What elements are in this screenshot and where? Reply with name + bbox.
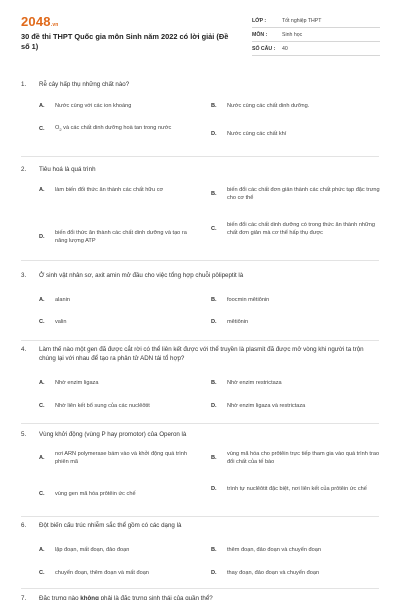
option-letter: A. <box>39 187 45 193</box>
option-a[interactable] <box>39 450 199 466</box>
question-number: 6. <box>21 522 27 529</box>
question-text: Ở sinh vật nhân sơ, axit amin mở đầu cho việc tổng hợp chuỗi pôlipeptit là <box>39 272 244 279</box>
option-d[interactable] <box>211 402 381 410</box>
option-text: vùng gen mã hóa prôtêin ức chế <box>55 491 136 497</box>
question-text: Vùng khởi động (vùng P hay promotor) của Operon là <box>39 431 187 438</box>
meta-info-table <box>252 14 380 56</box>
option-b[interactable] <box>211 296 381 304</box>
divider <box>21 516 379 517</box>
question-number: 2. <box>21 166 27 173</box>
question-number: 1. <box>21 81 27 88</box>
question-number: 5. <box>21 431 27 438</box>
option-text: vùng mã hóa cho prôtêin trực tiếp tham gia vào quá trình trao đổi chất của tế bào <box>227 451 380 465</box>
option-text: chuyển đoạn, thêm đoạn và mất đoạn <box>55 570 149 576</box>
meta-value: Sinh học <box>282 31 303 38</box>
divider <box>21 340 379 341</box>
option-text: valin <box>55 319 67 325</box>
option-letter: D. <box>211 570 217 576</box>
option-c[interactable] <box>39 124 204 134</box>
option-letter: B. <box>211 191 217 197</box>
option-c[interactable] <box>211 221 381 237</box>
question-7 <box>0 594 400 600</box>
option-b[interactable] <box>211 186 381 202</box>
option-letter: A. <box>39 380 45 386</box>
option-letter: A. <box>39 103 45 109</box>
option-c[interactable] <box>39 569 204 577</box>
option-letter: B. <box>211 547 217 553</box>
option-text: nơi ARN polymerase bám vào và khởi động quá trình phiên mã <box>55 451 188 465</box>
option-c[interactable] <box>39 318 189 326</box>
question-6 <box>0 521 400 591</box>
option-b[interactable] <box>211 379 381 387</box>
divider <box>21 588 379 589</box>
option-letter: D. <box>211 319 217 325</box>
meta-key: MÔN : <box>252 31 268 38</box>
option-text: Nhờ liên kết bổ sung của các nuclêôtit <box>55 403 150 409</box>
option-text: thay đoạn, đảo đoạn và chuyển đoạn <box>227 570 320 576</box>
option-text: lặp đoạn, mất đoạn, đảo đoạn <box>55 547 130 553</box>
option-text: thêm đoạn, đảo đoạn và chuyển đoạn <box>227 547 321 553</box>
meta-row-count <box>252 42 380 56</box>
question-number: 4. <box>21 346 27 353</box>
option-letter: D. <box>211 486 217 492</box>
option-a[interactable] <box>39 186 199 194</box>
question-3 <box>0 271 400 343</box>
option-letter: B. <box>211 297 217 303</box>
option-text: biến đổi các chất dinh dưỡng có trong thức ăn thành những chất đơn giản mà cơ thể hấp thụ được <box>227 222 376 236</box>
option-letter: C. <box>39 403 45 409</box>
option-text: foocmin mêtiônin <box>227 297 270 303</box>
option-letter: C. <box>39 570 45 576</box>
option-a[interactable] <box>39 296 189 304</box>
option-text: mêtiônin <box>227 319 249 325</box>
option-letter: B. <box>211 380 217 386</box>
question-2 <box>0 165 400 260</box>
option-a[interactable] <box>39 379 189 387</box>
option-d[interactable] <box>211 485 381 493</box>
option-text: trình tự nuclêôtit đặc biệt, nơi liên kết của prôtêin ức chế <box>227 486 367 492</box>
question-text: Rễ cây hấp thụ những chất nào? <box>39 81 130 88</box>
option-text: Nước cùng với các ion khoáng <box>55 103 132 109</box>
option-c[interactable] <box>39 402 204 410</box>
option-a[interactable] <box>39 102 189 110</box>
option-text: alanin <box>55 297 70 303</box>
option-text: biến đổi các chất đơn giản thành các chất phức tạp đặc trưng cho cơ thể <box>227 187 380 201</box>
divider <box>21 156 379 157</box>
question-5 <box>0 430 400 518</box>
document-title: 30 đề thi THPT Quốc gia môn Sinh năm 2022 có lời giải (Đề số 1) <box>21 32 229 51</box>
question-number: 7. <box>21 595 27 600</box>
divider <box>21 423 379 424</box>
option-b[interactable] <box>211 102 381 110</box>
option-letter: D. <box>39 234 45 240</box>
option-text: Nước cùng các chất dinh dưỡng. <box>227 103 310 109</box>
question-1 <box>0 80 400 158</box>
document-header <box>0 0 400 74</box>
question-text: Đột biến cấu trúc nhiễm sắc thể gồm có các dạng là <box>39 522 182 529</box>
option-letter: A. <box>39 547 45 553</box>
option-d[interactable] <box>39 229 199 245</box>
option-letter: A. <box>39 455 45 461</box>
option-text: Nhờ enzim restrictaza <box>227 380 282 386</box>
option-text: làm biến đổi thức ăn thành các chất hữu cơ <box>55 187 164 193</box>
meta-row-class <box>252 14 380 28</box>
option-text: Nhờ enzim ligaza <box>55 380 99 386</box>
option-letter: C. <box>39 126 45 133</box>
meta-value: Tốt nghiệp THPT <box>282 17 322 24</box>
option-d[interactable] <box>211 569 381 577</box>
option-b[interactable] <box>211 546 381 554</box>
option-letter: B. <box>211 103 217 109</box>
option-text: Nước cùng các chất khí <box>227 131 287 137</box>
option-d[interactable] <box>211 130 381 138</box>
meta-row-subject <box>252 28 380 42</box>
option-text: Nhờ enzim ligaza và restrictaza <box>227 403 306 409</box>
option-b[interactable] <box>211 450 381 466</box>
option-c[interactable] <box>39 490 199 498</box>
question-number: 3. <box>21 272 27 279</box>
option-letter: C. <box>39 319 45 325</box>
meta-value: 40 <box>282 45 288 52</box>
option-letter: C. <box>39 491 45 497</box>
option-a[interactable] <box>39 546 189 554</box>
option-letter: D. <box>211 403 217 409</box>
divider <box>21 260 379 261</box>
option-letter: C. <box>211 226 217 232</box>
question-4 <box>0 345 400 425</box>
meta-key: LỚP : <box>252 17 267 24</box>
question-text: Làm thế nào một gen đã được cắt rời có thể liên kết được với thể truyền là plasmit đã được mở vòng khi người ta trộn chúng lại với nhau để tạo ra phân tử ADN tái tổ hợp? <box>39 346 364 362</box>
option-letter: B. <box>211 455 217 461</box>
meta-key: SỐ CÂU : <box>252 45 276 52</box>
option-text: biến đổi thức ăn thành các chất dinh dưỡng và tạo ra năng lượng ATP <box>55 230 187 244</box>
question-text: Đặc trưng nào không phải là đặc trưng sinh thái của quần thể? <box>39 595 213 600</box>
option-d[interactable] <box>211 318 381 326</box>
option-letter: A. <box>39 297 45 303</box>
option-letter: D. <box>211 131 217 137</box>
site-logo[interactable]: 2048.vn <box>21 14 59 29</box>
option-text: $O_2$ và các chất dinh dưỡng hoà tan trong nước <box>55 125 172 133</box>
question-text: Tiêu hoá là quá trình <box>39 166 96 173</box>
